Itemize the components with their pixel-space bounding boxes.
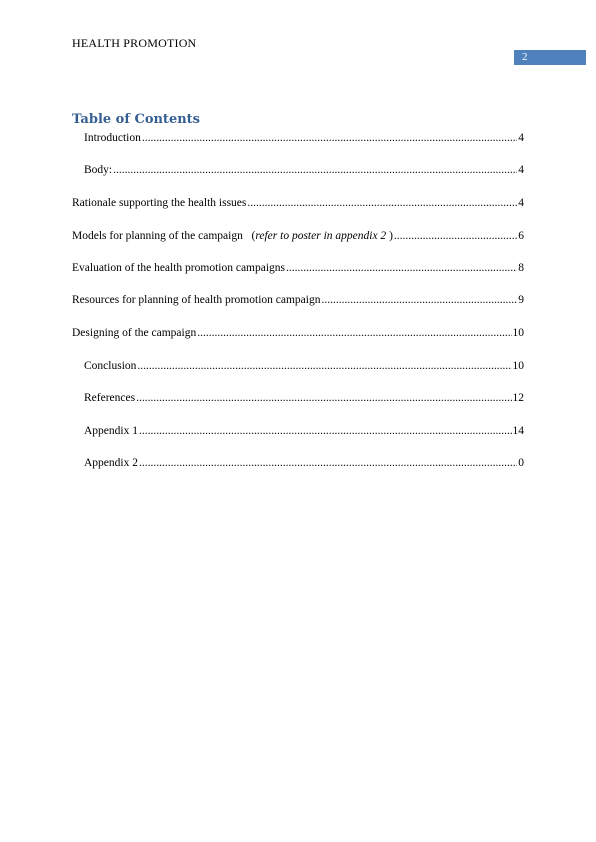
toc-entry-page: 0 bbox=[518, 457, 524, 469]
toc-entry-label-text: Models for planning of the campaign ( bbox=[72, 230, 256, 242]
dot-leader bbox=[286, 260, 517, 276]
toc-entry-models[interactable] bbox=[72, 228, 524, 244]
toc-entry-page: 10 bbox=[512, 327, 524, 339]
toc-entry-body[interactable] bbox=[84, 162, 524, 178]
toc-entry-label bbox=[72, 228, 393, 244]
toc-entry-label: Conclusion bbox=[84, 360, 137, 372]
toc-entry-references[interactable] bbox=[84, 390, 524, 406]
dot-leader bbox=[113, 162, 517, 178]
dot-leader bbox=[142, 130, 517, 146]
dot-leader bbox=[247, 195, 517, 211]
toc-entry-label: Introduction bbox=[84, 132, 141, 144]
toc-entry-rationale[interactable] bbox=[72, 195, 524, 211]
dot-leader bbox=[139, 423, 512, 439]
dot-leader bbox=[137, 358, 511, 374]
toc-heading: Table of Contents bbox=[72, 112, 200, 127]
toc-entry-label-italic: refer to poster in appendix 2 bbox=[255, 230, 387, 242]
toc-entry-page: 4 bbox=[518, 132, 524, 144]
toc-entry-page: 10 bbox=[512, 360, 524, 372]
toc-entry-designing[interactable] bbox=[72, 325, 524, 341]
toc-entry-introduction[interactable] bbox=[84, 130, 524, 146]
toc-entry-appendix-1[interactable] bbox=[84, 423, 524, 439]
toc-entry-label: Designing of the campaign bbox=[72, 327, 197, 339]
toc-entry-label: Resources for planning of health promotion campaign bbox=[72, 294, 321, 306]
dot-leader bbox=[197, 325, 511, 341]
dot-leader bbox=[136, 390, 511, 406]
toc-entry-page: 4 bbox=[518, 197, 524, 209]
toc-entry-label: Evaluation of the health promotion campaigns bbox=[72, 262, 286, 274]
toc-entry-label-after: ) bbox=[386, 230, 393, 242]
toc-entry-page: 4 bbox=[518, 164, 524, 176]
toc-entry-page: 14 bbox=[512, 425, 524, 437]
toc-entry-appendix-2[interactable] bbox=[84, 455, 524, 471]
dot-leader bbox=[394, 228, 517, 244]
toc-entry-conclusion[interactable] bbox=[84, 358, 524, 374]
toc-entry-label: Body: bbox=[84, 164, 113, 176]
dot-leader bbox=[139, 455, 517, 471]
toc-entry-page: 9 bbox=[518, 294, 524, 306]
toc-entry-label: Rationale supporting the health issues bbox=[72, 197, 247, 209]
toc-entry-label: References bbox=[84, 392, 136, 404]
toc-entry-page: 8 bbox=[518, 262, 524, 274]
toc-entry-page: 12 bbox=[512, 392, 524, 404]
toc-entry-page: 6 bbox=[518, 230, 524, 242]
toc-entry-evaluation[interactable] bbox=[72, 260, 524, 276]
toc-entry-label: Appendix 1 bbox=[84, 425, 138, 437]
running-header: HEALTH PROMOTION bbox=[72, 36, 197, 50]
toc-entry-label: Appendix 2 bbox=[84, 457, 138, 469]
dot-leader bbox=[321, 292, 517, 308]
toc-entry-resources[interactable] bbox=[72, 292, 524, 308]
page-number-badge: 2 bbox=[514, 50, 586, 65]
